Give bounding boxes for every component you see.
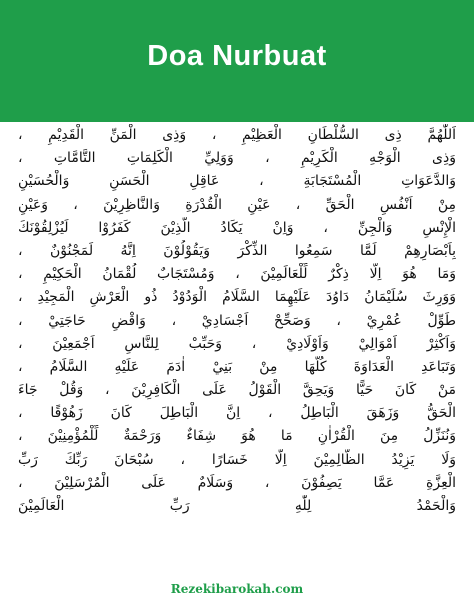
verse-line: وَاَكْثِرْ اَمْوَالِيْ وَاَوْلَادِيْ ، وَحَبِّبْ لِلنَّاسِ اَجْمَعِيْنَ ، — [18, 335, 456, 352]
verse-line: وَذِى الْوَجْهِ الْكَرِيْمِ ، وَوَلِيِّ الْكَلِمَاتِ التَّامَّاتِ ، — [18, 150, 456, 167]
verse-line: وَالْحَمْدُ لِلّٰهِ رَبِّ الْعَالَمِيْنَ — [18, 498, 456, 514]
verse-line: وَمَا هُوَ اِلَّا ذِكْرٌ لِّلْعَالَمِيْنَ ، وَمُسْتَجَابٌ لُقْمَانُ الْحَكِيْمِ ، — [18, 266, 456, 283]
prayer-text — [18, 124, 456, 518]
verse-line: الْإِنْسِ وَالْجِنِّ ، وَاِنْ يَكَادُ الَّذِيْنَ كَفَرُوْا لَيُزْلِقُوْنَكَ — [18, 219, 456, 236]
verse-line: وَتَبَاعَدِ الْعَدَاوَةَ كُلَّهَا مِنْ بَنِيْ اٰدَمَ عَلَيْهِ السَّلَامُ ، — [18, 358, 456, 375]
verse-line: وَنُنَزِّلُ مِنَ الْقُرْاٰنِ مَا هُوَ شِفَاءٌ وَرَحْمَةٌ لِّلْمُؤْمِنِيْنَ ، — [18, 428, 456, 445]
verse-line: الْعِزَّةِ عَمَّا يَصِفُوْنَ ، وَسَلَامٌ عَلَى الْمُرْسَلِيْنَ ، — [18, 474, 456, 491]
page-title: Doa Nurbuat — [147, 40, 327, 72]
verse-line: اَللّٰهُمَّ ذِى السُّلْطَانِ الْعَظِيْمِ ، وَذِى الْمَنِّ الْقَدِيْمِ ، — [18, 127, 456, 143]
header-banner — [0, 0, 474, 122]
verse-line: بِاَبْصَارِهِمْ لَمَّا سَمِعُوا الذِّكْرَ وَيَقُوْلُوْنَ اِنَّهُ لَمَجْنُوْنٌ ، — [18, 242, 456, 259]
footer-website: Rezekibarokah.com — [170, 582, 304, 596]
verse-line: وَوَرِثَ سُلَيْمَانُ دَاوُدَ عَلَيْهِمَا السَّلَامُ الْوَدُوْدُ ذُو الْعَرْشِ الْمَجِيْدِ ، — [18, 289, 456, 306]
verse-line: الْحَقُّ وَزَهَقَ الْبَاطِلُ ، اِنَّ الْبَاطِلَ كَانَ زَهُوْقًا ، — [18, 405, 456, 422]
verse-line: طَوِّلْ عُمْرِيْ ، وَصَحِّحْ اَجْسَادِيْ ، وَاقْضِ حَاجَتِيْ ، — [18, 312, 456, 329]
verse-line: وَلَا يَزِيْدُ الظَّالِمِيْنَ اِلَّا خَسَارًا ، سُبْحَانَ رَبِّكَ رَبِّ — [18, 451, 456, 468]
verse-line: وَالدَّعَوَاتِ الْمُسْتَجَابَةِ ، عَاقِلِ الْحَسَنِ وَالْحُسَيْنِ — [18, 173, 456, 190]
verse-line: مَنْ كَانَ حَيًّا وَيَحِقَّ الْقَوْلُ عَلَى الْكَافِرِيْنَ ، وَقُلْ جَاءَ — [18, 382, 456, 399]
verse-line: مِنْ اَنْفُسِ الْحَقِّ ، عَيْنِ الْقُدْرَةِ وَالنَّاظِرِيْنَ ، وَعَيْنِ — [18, 196, 456, 213]
